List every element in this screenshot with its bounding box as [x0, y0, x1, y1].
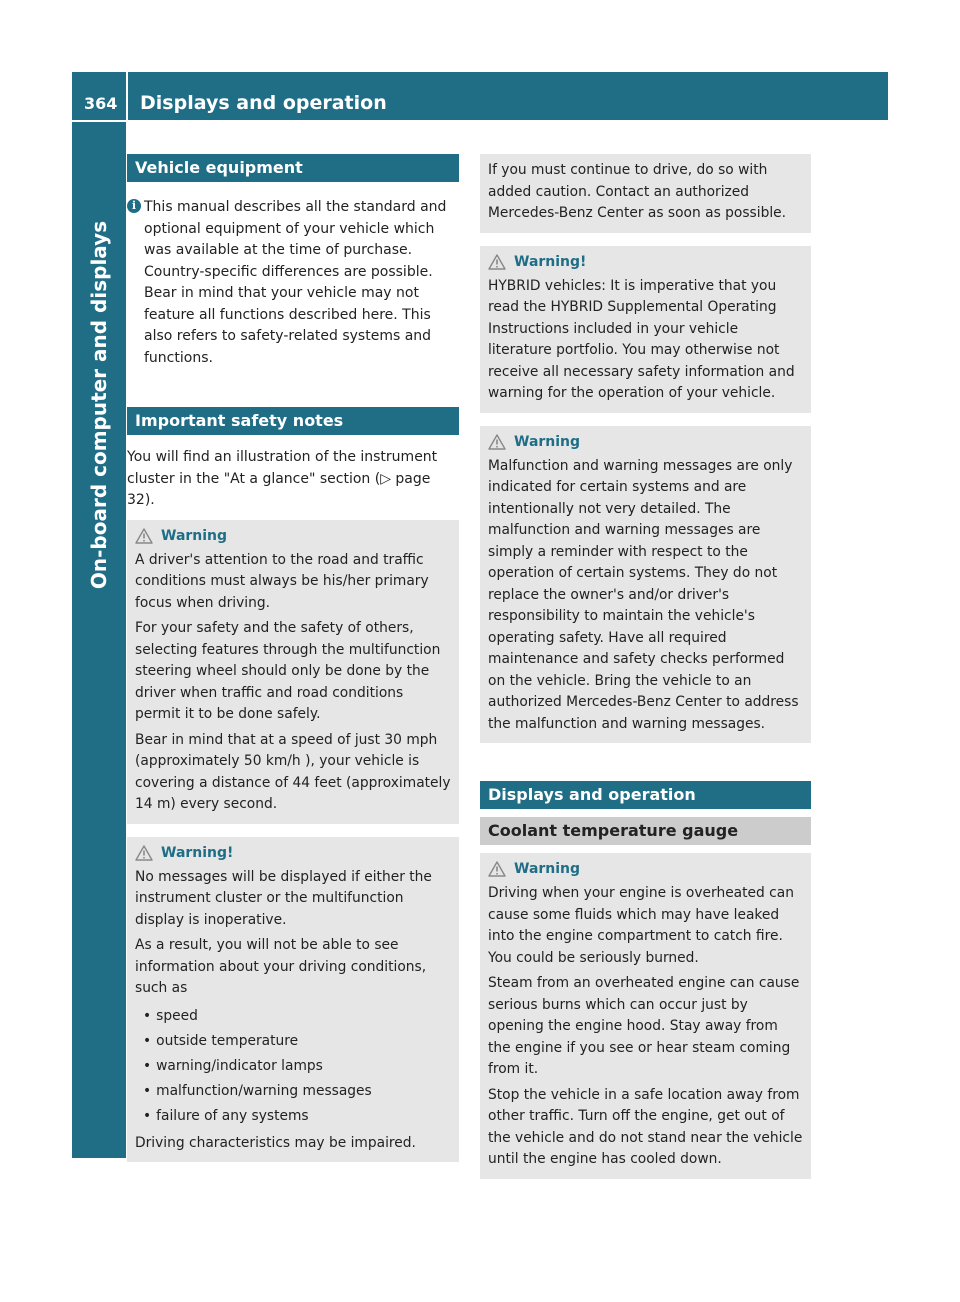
page-number-block	[72, 72, 126, 120]
warning-paragraph: Driving characteristics may be impaired.	[135, 1134, 416, 1151]
warning-box-hybrid	[480, 246, 811, 413]
warning-paragraph: Stop the vehicle in a safe location away from other traffic. Turn off the engine, get out of the vehicle and do not stand near the vehicle until the engine has cooled down.	[488, 1086, 803, 1167]
info-icon: i	[127, 199, 141, 213]
info-note	[127, 197, 459, 369]
page-title: Displays and operation	[140, 92, 387, 114]
warning-title: Warning!	[514, 253, 587, 270]
list-item: • warning/indicator lamps	[135, 1054, 452, 1079]
list-item: • outside temperature	[135, 1029, 452, 1054]
warning-triangle-icon	[488, 434, 506, 450]
safety-intro-text: You will find an illustration of the instrument cluster in the "At a glance" section (▷ page 32).	[127, 449, 438, 508]
list-item: • malfunction/warning messages	[135, 1079, 452, 1104]
warning-paragraph: HYBRID vehicles: It is imperative that you read the HYBRID Supplemental Operating Instructions included in your vehicle literature portfolio. You may otherwise not receive all necessary safety information and warning for the operation of your vehicle.	[488, 277, 795, 401]
warning-box-coolant	[480, 853, 811, 1179]
list-item: • failure of any systems	[135, 1104, 452, 1129]
section-heading-important-safety: Important safety notes	[127, 407, 459, 435]
warning-paragraph: No messages will be displayed if either the instrument cluster or the multifunction display is inoperative.	[135, 868, 432, 928]
warning-title: Warning	[161, 527, 228, 544]
warning-box-malfunction	[480, 426, 811, 744]
section-heading-vehicle-equipment: Vehicle equipment	[127, 154, 459, 182]
section-heading-displays: Displays and operation	[480, 781, 811, 809]
right-column	[480, 154, 811, 1179]
bullet-list	[135, 1004, 452, 1129]
box-paragraph: If you must continue to drive, do so with added caution. Contact an authorized Mercedes-Benz Center as soon as possible.	[488, 162, 787, 221]
warning-title: Warning	[514, 433, 581, 450]
warning-title: Warning!	[161, 844, 234, 861]
list-item: • speed	[135, 1004, 452, 1029]
side-chapter-label: On-board computer and displays	[87, 220, 111, 590]
warning-paragraph: Malfunction and warning messages are only indicated for certain systems and are intentionally not very detailed. The malfunction and warning messages are simply a reminder with respect to the operation of certain systems. They do not replace the owner's and/or driver's responsibility to maintain the vehicle's operating safety. Have all required maintenance and safety checks performed on the vehicle. Bring the vehicle to an authorized Mercedes-Benz Center to address the malfunction and warning messages.	[488, 457, 799, 732]
warning-paragraph: Driving when your engine is overheated can cause some fluids which may have leaked into the engine compartment to catch fire. You could be seriously burned.	[488, 885, 794, 966]
page-header	[72, 72, 888, 120]
warning-paragraph: A driver's attention to the road and traffic conditions must always be his/her primary focus when driving.	[135, 551, 429, 611]
warning-triangle-icon	[488, 861, 506, 877]
left-column	[127, 154, 459, 1162]
header-title-bar	[128, 72, 888, 120]
warning-box-no-messages	[127, 837, 459, 1163]
continue-driving-box	[480, 154, 811, 233]
warning-title: Warning	[514, 861, 581, 877]
section-heading-coolant: Coolant temperature gauge	[480, 817, 811, 845]
warning-triangle-icon	[135, 845, 153, 861]
warning-paragraph: As a result, you will not be able to see information about your driving conditions, such as	[135, 937, 427, 996]
page-number: 364	[84, 94, 118, 113]
warning-paragraph: Steam from an overheated engine can cause serious burns which can occur just by opening the engine hood. Stay away from the engine if you see or hear steam coming from it.	[488, 975, 800, 1077]
warning-box-attention	[127, 520, 459, 824]
warning-triangle-icon	[135, 528, 153, 544]
info-text: This manual describes all the standard and optional equipment of your vehicle which was available at the time of purchase. Country-specific differences are possible. Bear in mind that your vehicle may not feature all functions described here. This also refers to safety-related systems and functions.	[144, 199, 447, 366]
warning-paragraph: For your safety and the safety of others, selecting features through the multifunction steering wheel should only be done by the driver when traffic and road conditions permit it to be done safely.	[135, 620, 441, 722]
warning-triangle-icon	[488, 254, 506, 270]
warning-paragraph: Bear in mind that at a speed of just 30 mph (approximately 50 km/h ), your vehicle is covering a distance of 44 feet (approximately 14 m) every second.	[135, 731, 451, 812]
